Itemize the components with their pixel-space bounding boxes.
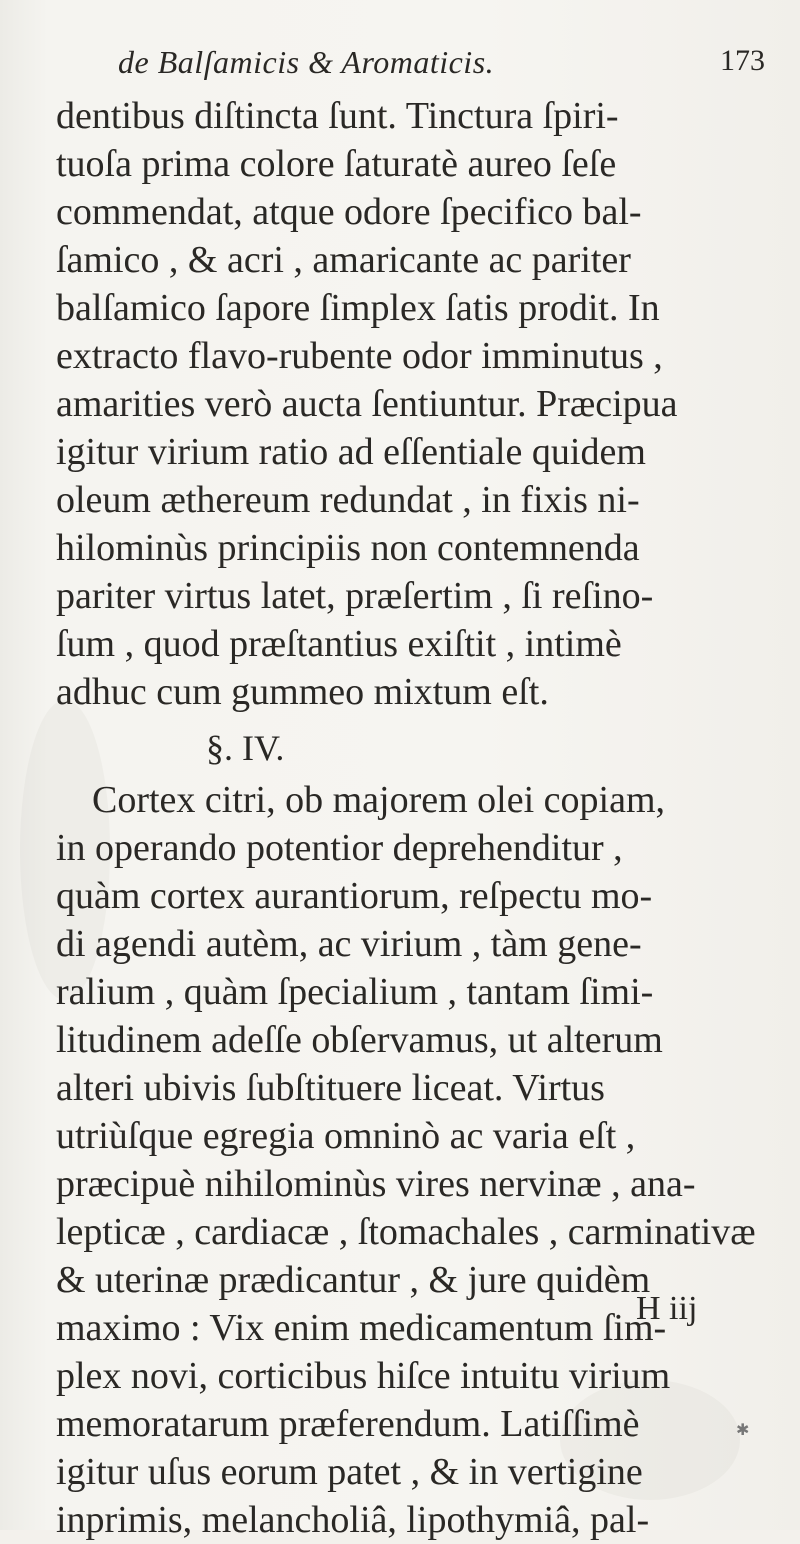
- text-line: extracto flavo-rubente odor imminutus ,: [56, 335, 663, 377]
- text-line: ralium , quàm ſpecialium , tantam ſimi-: [56, 971, 654, 1013]
- text-line: igitur uſus eorum patet , & in vertigine: [56, 1451, 643, 1493]
- text-line: igitur virium ratio ad eſſentiale quidem: [56, 431, 646, 473]
- text-line: maximo : Vix enim medicamentum ſim-: [56, 1307, 667, 1349]
- text-line: di agendi autèm, ac virium , tàm gene-: [56, 923, 642, 965]
- text-line: hilominùs principiis non contemnenda: [56, 527, 640, 569]
- section-heading: §. IV.: [206, 728, 285, 768]
- text-line: oleum æthereum redundat , in fixis ni-: [56, 479, 640, 521]
- text-line: in operando potentior deprehenditur ,: [56, 827, 623, 869]
- running-title: de Balſamicis & Aromaticis.: [118, 44, 495, 80]
- paragraph-section-iv: [56, 776, 756, 1544]
- page-number: 173: [720, 44, 765, 77]
- text-line: præcipuè nihilominùs vires nervinæ , ana-: [56, 1163, 696, 1205]
- paragraph-continued: [56, 92, 746, 716]
- text-line: dentibus diſtincta ſunt. Tinctura ſpiri-: [56, 95, 619, 137]
- text-line: alteri ubivis ſubſtituere liceat. Virtus: [56, 1067, 605, 1109]
- text-line: quàm cortex aurantiorum, reſpectu mo-: [56, 875, 653, 917]
- text-line: Cortex citri, ob majorem olei copiam,: [92, 779, 666, 821]
- text-line: commendat, atque odore ſpecifico bal-: [56, 191, 642, 233]
- text-line: ſamico , & acri , amaricante ac pariter: [56, 239, 631, 281]
- text-line: litudinem adeſſe obſervamus, ut alterum: [56, 1019, 663, 1061]
- text-line: balſamico ſapore ſimplex ſatis prodit. In: [56, 287, 660, 329]
- ink-speck: ✱: [736, 1422, 750, 1439]
- text-line: utriùſque egregia omninò ac varia eſt ,: [56, 1115, 636, 1157]
- text-line: & uterinæ prædicantur , & jure quidèm: [56, 1259, 651, 1301]
- text-line: tuoſa prima colore ſaturatè aureo ſeſe: [56, 143, 617, 185]
- page-header: [0, 30, 800, 82]
- text-line: amarities verò aucta ſentiuntur. Præcipua: [56, 383, 678, 425]
- text-line: plex novi, corticibus hiſce intuitu virium: [56, 1355, 671, 1397]
- text-line: inprimis, melancholiâ, lipothymiâ, pal-: [56, 1499, 650, 1541]
- text-line: ſum , quod præſtantius exiſtit , intimè: [56, 623, 622, 665]
- text-line: pariter virtus latet, præſertim , ſi reſino-: [56, 575, 654, 617]
- text-line: memoratarum præferendum. Latiſſimè: [56, 1403, 640, 1445]
- text-line: lepticæ , cardiacæ , ſtomachales , carminativæ: [56, 1211, 756, 1253]
- section-iv: [56, 720, 746, 776]
- signature-mark: H iij: [636, 1290, 698, 1327]
- text-line: adhuc cum gummeo mixtum eſt.: [56, 671, 549, 713]
